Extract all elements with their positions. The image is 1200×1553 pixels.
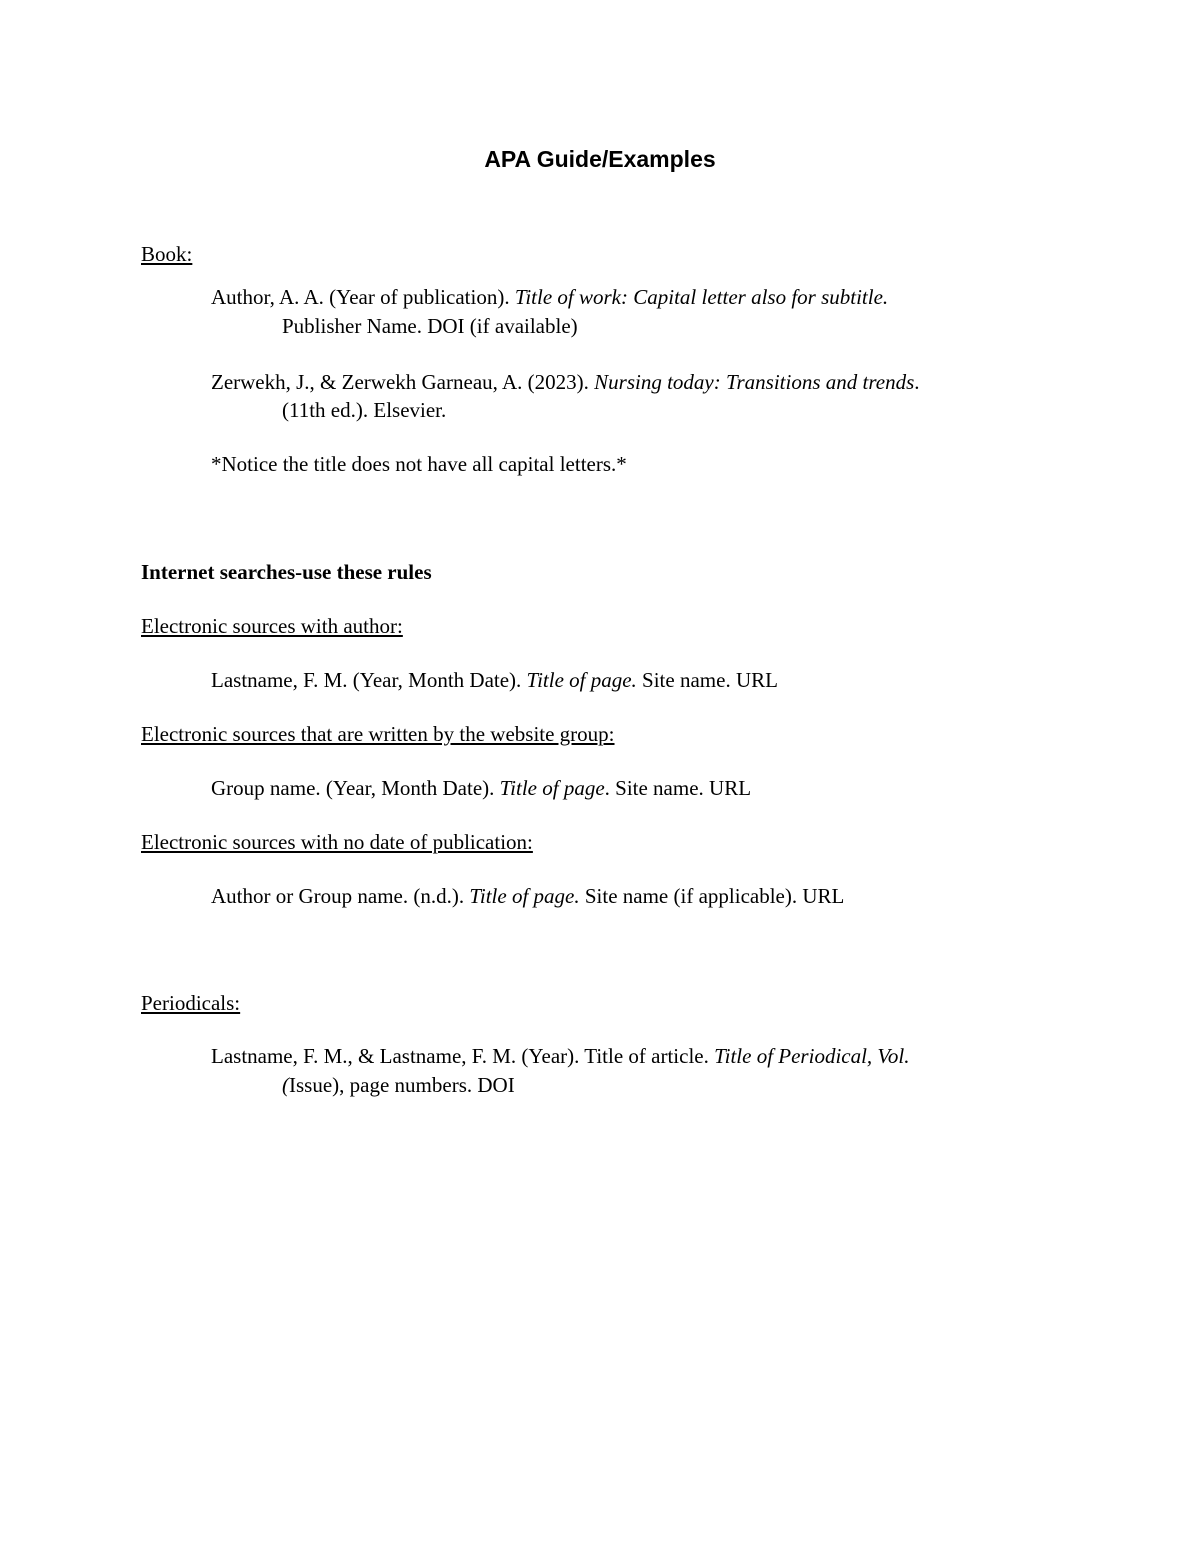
website-group-post: . Site name. URL: [604, 776, 752, 800]
page-title: APA Guide/Examples: [484, 146, 716, 172]
website-group-title: Title of page: [499, 776, 605, 800]
periodicals-title: Title of Periodical, Vol.: [714, 1044, 910, 1068]
book-template-pre: Author, A. A. (Year of publication).: [211, 285, 515, 309]
with-author-template: [211, 666, 778, 694]
with-author-post: Site name. URL: [636, 668, 778, 692]
website-group-heading: Electronic sources that are written by the website group:: [141, 722, 615, 746]
no-date-post: Site name (if applicable). URL: [579, 884, 845, 908]
book-example-pre: Zerwekh, J., & Zerwekh Garneau, A. (2023).: [211, 370, 595, 394]
book-template-line2: Publisher Name. DOI (if available): [282, 314, 578, 338]
no-date-title: Title of page.: [469, 884, 580, 908]
book-example-title: Nursing today: Transitions and trends: [594, 370, 915, 394]
book-note: *Notice the title does not have all capital letters.*: [211, 452, 627, 476]
with-author-title: Title of page.: [526, 668, 637, 692]
book-template-line1: [211, 283, 888, 311]
with-author-pre: Lastname, F. M. (Year, Month Date).: [211, 668, 527, 692]
book-example-post: .: [914, 370, 920, 394]
with-author-heading: Electronic sources with author:: [141, 614, 403, 638]
periodicals-cont: Issue), page numbers. DOI: [289, 1073, 515, 1097]
periodicals-template-line1: [211, 1042, 910, 1070]
book-template-title: Title of work: Capital letter also for subtitle.: [514, 285, 889, 309]
periodicals-template-line2: [282, 1071, 515, 1099]
book-heading: Book:: [141, 242, 193, 266]
periodicals-heading: Periodicals:: [141, 991, 241, 1015]
book-example-line2: (11th ed.). Elsevier.: [282, 398, 447, 422]
internet-heading: Internet searches-use these rules: [141, 560, 432, 584]
no-date-heading: Electronic sources with no date of publication:: [141, 830, 533, 854]
website-group-template: [211, 774, 751, 802]
periodicals-cont-italic: (: [282, 1073, 289, 1097]
website-group-pre: Group name. (Year, Month Date).: [211, 776, 500, 800]
no-date-pre: Author or Group name. (n.d.).: [211, 884, 470, 908]
no-date-template: [211, 882, 844, 910]
book-example-line1: [211, 368, 920, 396]
periodicals-pre: Lastname, F. M., & Lastname, F. M. (Year). Title of article.: [211, 1044, 715, 1068]
